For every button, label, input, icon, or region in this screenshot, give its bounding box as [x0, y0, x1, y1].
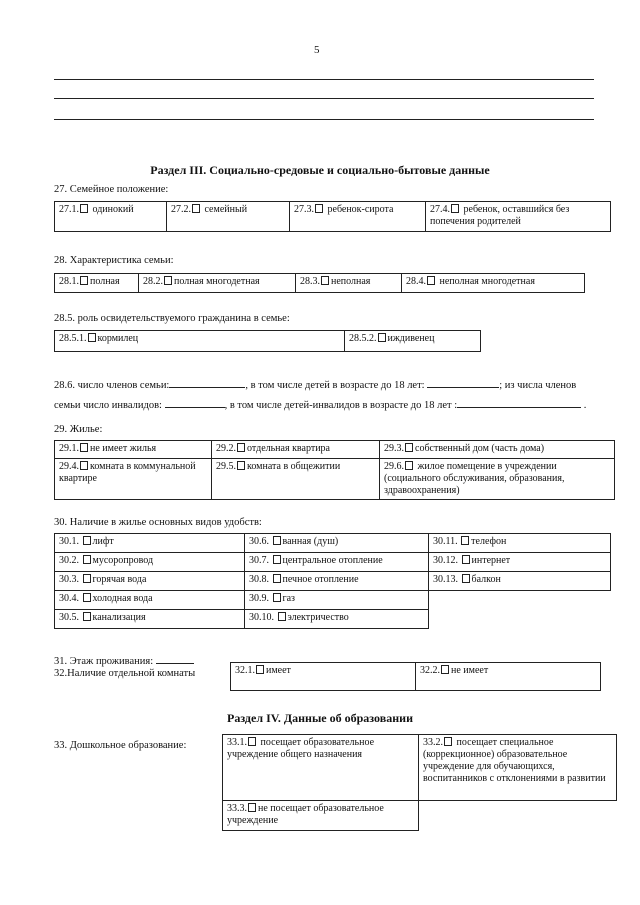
option-code: 30.3.	[59, 574, 79, 585]
option-text: ребенок-сирота	[327, 204, 394, 215]
option-text: лифт	[92, 536, 114, 547]
option-text: горячая вода	[92, 574, 147, 585]
option-text: телефон	[471, 536, 507, 547]
checkbox[interactable]	[237, 461, 245, 470]
q33-label: 33. Дошкольное образование:	[54, 740, 187, 751]
option-text: канализация	[92, 612, 146, 623]
q33-option-1[interactable]	[223, 735, 419, 801]
option-code: 29.5.	[216, 461, 236, 472]
option-text: не имеет	[451, 665, 489, 676]
checkbox[interactable]	[273, 574, 281, 583]
option-text: семейный	[204, 204, 248, 215]
blank-line-1[interactable]	[54, 79, 594, 80]
q28-6-family-members-label: 28.6. число членов семьи:	[54, 380, 170, 391]
option-code: 32.1.	[235, 665, 255, 676]
option-code: 28.5.1.	[59, 333, 87, 344]
checkbox[interactable]	[444, 737, 452, 746]
q28-6-line-2	[54, 398, 586, 411]
q30-option-30-5[interactable]	[55, 610, 245, 629]
q28-6-line-1	[54, 378, 576, 391]
q29-option-5[interactable]	[212, 459, 380, 500]
q30-option-30-7[interactable]	[245, 553, 429, 572]
checkbox[interactable]	[315, 204, 323, 213]
q27-option-1[interactable]	[55, 202, 167, 232]
q30-option-30-12[interactable]	[429, 553, 611, 572]
option-text: комната в коммунальной квартире	[59, 461, 196, 484]
option-code: 30.13.	[433, 574, 458, 585]
line-end-period: .	[583, 400, 587, 411]
option-code: 30.9.	[249, 593, 269, 604]
option-text: полная	[90, 276, 120, 287]
q29-table	[54, 440, 615, 500]
q28-5-table	[54, 330, 481, 352]
checkbox[interactable]	[273, 536, 281, 545]
checkbox[interactable]	[461, 536, 469, 545]
q30-option-30-9[interactable]	[245, 591, 429, 610]
checkbox[interactable]	[248, 803, 256, 812]
option-code: 29.4.	[59, 461, 79, 472]
q30-option-30-1[interactable]	[55, 534, 245, 553]
option-text: не имеет жилья	[90, 443, 157, 454]
option-code: 30.12.	[433, 555, 458, 566]
option-code: 33.2.	[423, 737, 443, 748]
option-code: 27.2.	[171, 204, 191, 215]
option-text: имеет	[266, 665, 291, 676]
children-under-18-field[interactable]	[427, 378, 499, 388]
q31-row	[54, 654, 194, 667]
checkbox[interactable]	[80, 204, 88, 213]
q28-option-2[interactable]	[139, 274, 296, 293]
q30-option-30-3[interactable]	[55, 572, 245, 591]
option-code: 28.4.	[406, 276, 426, 287]
q28-5-option-1[interactable]	[55, 331, 345, 352]
option-code: 28.2.	[143, 276, 163, 287]
option-text: ванная (душ)	[282, 536, 339, 547]
blank-line-2[interactable]	[54, 98, 594, 99]
option-text: не посещает образовательное учреждение	[227, 803, 384, 826]
option-text: жилое помещение в учреждении (социального обслуживания, образования, здравоохранения)	[384, 461, 565, 496]
q28-5-option-2[interactable]	[345, 331, 481, 352]
q28-label: 28. Характеристика семьи:	[54, 255, 174, 266]
q28-5-label: 28.5. роль освидетельствуемого гражданина в семье:	[54, 313, 290, 324]
checkbox[interactable]	[273, 593, 281, 602]
q29-option-4[interactable]	[55, 459, 212, 500]
checkbox[interactable]	[248, 737, 256, 746]
q33-empty-cell	[419, 801, 617, 831]
option-text: иждивенец	[387, 333, 435, 344]
checkbox[interactable]	[80, 276, 88, 285]
q30-option-30-6[interactable]	[245, 534, 429, 553]
option-code: 30.10.	[249, 612, 274, 623]
option-text: ребенок, оставшийся без попечения родителей	[430, 204, 570, 227]
q30-label: 30. Наличие в жилье основных видов удобств:	[54, 517, 262, 528]
option-code: 30.11.	[433, 536, 458, 547]
checkbox[interactable]	[405, 461, 413, 470]
option-code: 33.1.	[227, 737, 247, 748]
q30-empty-cell	[429, 610, 611, 629]
checkbox[interactable]	[192, 204, 200, 213]
checkbox[interactable]	[462, 555, 470, 564]
q29-option-3[interactable]	[380, 441, 615, 459]
checkbox[interactable]	[83, 555, 91, 564]
q30-option-30-4[interactable]	[55, 591, 245, 610]
option-text: мусоропровод	[92, 555, 154, 566]
checkbox[interactable]	[462, 574, 470, 583]
option-code: 28.1.	[59, 276, 79, 287]
option-code: 30.1.	[59, 536, 79, 547]
option-code: 30.7.	[249, 555, 269, 566]
checkbox[interactable]	[378, 333, 386, 342]
q30-option-30-2[interactable]	[55, 553, 245, 572]
option-text: посещает специальное (коррекционное) образовательное учреждение для обучающихся, воспитанников с отклонениями в развитии	[423, 737, 606, 784]
option-text: печное отопление	[282, 574, 359, 585]
option-code: 29.3.	[384, 443, 404, 454]
option-text: неполная многодетная	[439, 276, 535, 287]
checkbox[interactable]	[88, 333, 96, 342]
q27-option-2[interactable]	[167, 202, 290, 232]
q30-option-30-13[interactable]	[429, 572, 611, 591]
q33-option-3[interactable]	[223, 801, 419, 831]
q27-option-4[interactable]	[426, 202, 611, 232]
option-text: электричество	[287, 612, 349, 623]
option-text: балкон	[471, 574, 501, 585]
q30-option-30-8[interactable]	[245, 572, 429, 591]
option-code: 27.4.	[430, 204, 450, 215]
option-code: 29.2.	[216, 443, 236, 454]
q30-empty-cell	[429, 591, 611, 610]
disabled-children-field[interactable]	[457, 398, 581, 408]
family-members-field[interactable]	[169, 378, 245, 388]
q27-label: 27. Семейное положение:	[54, 184, 169, 195]
checkbox[interactable]	[83, 612, 91, 621]
q28-6-disabled-children-label: , в том числе детей-инвалидов в возрасте до 18 лет :	[224, 400, 458, 411]
q28-6-of-members-label: ; из числа членов	[499, 380, 577, 391]
checkbox[interactable]	[80, 443, 88, 452]
checkbox[interactable]	[441, 665, 449, 674]
section-3-title: Раздел III. Социально-средовые и социально-бытовые данные	[150, 163, 490, 177]
q30-option-30-10[interactable]	[245, 610, 429, 629]
page-number: 5	[314, 44, 320, 56]
checkbox[interactable]	[278, 612, 286, 621]
option-code: 28.3.	[300, 276, 320, 287]
q32-option-2[interactable]	[416, 663, 601, 691]
q28-option-1[interactable]	[55, 274, 139, 293]
option-code: 29.6.	[384, 461, 404, 472]
q31-label: 31. Этаж проживания:	[54, 656, 154, 667]
checkbox[interactable]	[237, 443, 245, 452]
checkbox[interactable]	[164, 276, 172, 285]
option-code: 27.3.	[294, 204, 314, 215]
q28-6-children-label: , в том числе детей в возрасте до 18 лет:	[245, 380, 425, 391]
checkbox[interactable]	[405, 443, 413, 452]
q29-option-2[interactable]	[212, 441, 380, 459]
option-code: 30.8.	[249, 574, 269, 585]
checkbox[interactable]	[80, 461, 88, 470]
option-code: 29.1.	[59, 443, 79, 454]
checkbox[interactable]	[427, 276, 435, 285]
section-4-title: Раздел IV. Данные об образовании	[227, 711, 413, 725]
q28-table	[54, 273, 585, 293]
option-code: 33.3.	[227, 803, 247, 814]
option-text: холодная вода	[92, 593, 153, 604]
option-code: 30.2.	[59, 555, 79, 566]
q32-label: 32.Наличие отдельной комнаты	[54, 668, 196, 679]
option-code: 30.5.	[59, 612, 79, 623]
q27-table	[54, 201, 611, 232]
q30-option-30-11[interactable]	[429, 534, 611, 553]
blank-line-3[interactable]	[54, 119, 594, 120]
q33-option-2[interactable]	[419, 735, 617, 801]
option-code: 30.6.	[249, 536, 269, 547]
option-text: интернет	[471, 555, 511, 566]
q28-option-4[interactable]	[402, 274, 585, 293]
option-text: газ	[282, 593, 295, 604]
option-text: полная многодетная	[174, 276, 260, 287]
option-text: собственный дом (часть дома)	[415, 443, 545, 454]
checkbox[interactable]	[256, 665, 264, 674]
q32-option-1[interactable]	[231, 663, 416, 691]
q29-option-1[interactable]	[55, 441, 212, 459]
checkbox[interactable]	[83, 593, 91, 602]
q30-table	[54, 533, 611, 629]
floor-field[interactable]	[156, 654, 194, 664]
option-code: 28.5.2.	[349, 333, 377, 344]
q27-option-3[interactable]	[290, 202, 426, 232]
q29-option-6[interactable]	[380, 459, 615, 500]
option-text: отдельная квартира	[247, 443, 330, 454]
option-code: 30.4.	[59, 593, 79, 604]
q28-6-disabled-label: семьи число инвалидов:	[54, 400, 162, 411]
option-text: одинокий	[92, 204, 134, 215]
q32-table	[230, 662, 601, 691]
option-text: центральное отопление	[282, 555, 383, 566]
checkbox[interactable]	[83, 574, 91, 583]
checkbox[interactable]	[83, 536, 91, 545]
option-text: посещает образовательное учреждение общего назначения	[227, 737, 375, 760]
option-text: неполная	[331, 276, 371, 287]
option-text: кормилец	[97, 333, 139, 344]
q29-label: 29. Жилье:	[54, 424, 103, 435]
disabled-members-field[interactable]	[165, 398, 225, 408]
option-code: 27.1.	[59, 204, 79, 215]
checkbox[interactable]	[321, 276, 329, 285]
q28-option-3[interactable]	[296, 274, 402, 293]
q33-table	[222, 734, 617, 831]
checkbox[interactable]	[273, 555, 281, 564]
option-text: комната в общежитии	[247, 461, 341, 472]
checkbox[interactable]	[451, 204, 459, 213]
option-code: 32.2.	[420, 665, 440, 676]
